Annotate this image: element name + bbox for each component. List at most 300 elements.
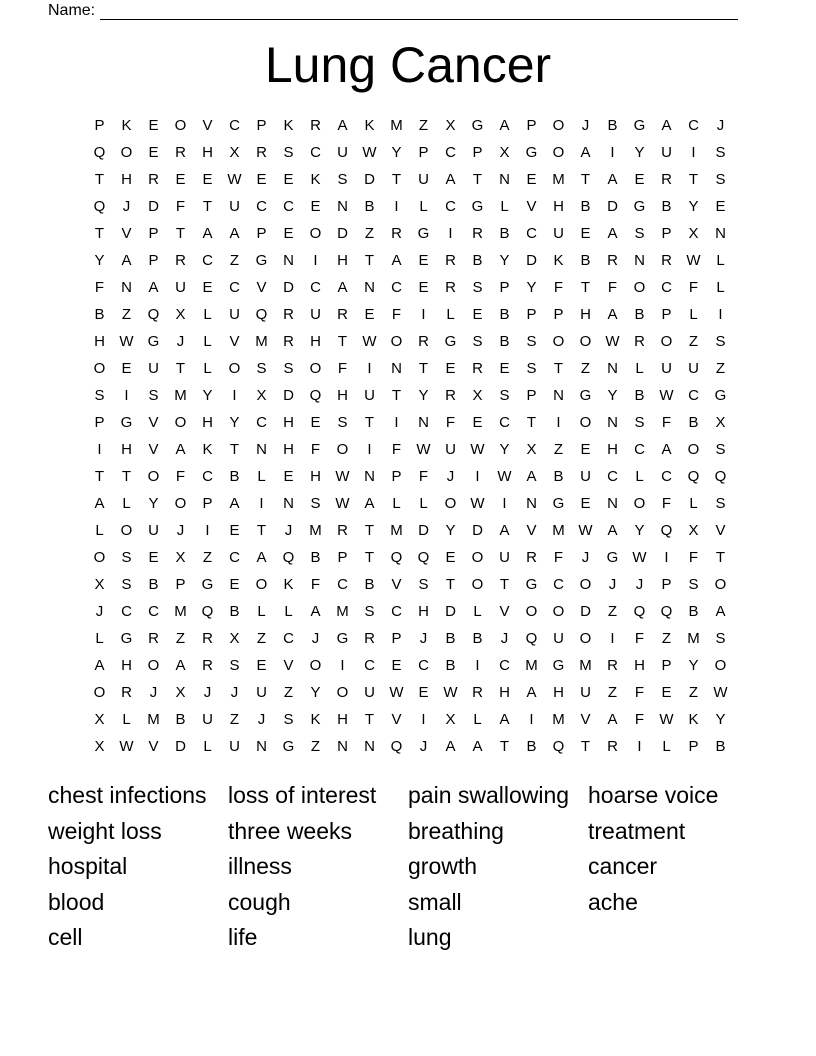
grid-letter: C: [364, 657, 375, 674]
grid-letter: A: [499, 117, 510, 134]
grid-letter: Q: [390, 738, 403, 755]
grid-letter: I: [502, 495, 507, 512]
grid-letter: U: [148, 360, 159, 377]
grid-letter: I: [124, 387, 129, 404]
grid-letter: M: [174, 603, 187, 620]
grid-letter: X: [688, 225, 699, 242]
grid-row: [86, 706, 734, 733]
grid-letter: A: [364, 495, 375, 512]
grid-letter: R: [175, 144, 186, 161]
grid-letter: J: [95, 603, 104, 620]
grid-letter: Q: [282, 549, 295, 566]
grid-letter: Y: [229, 414, 240, 431]
grid-letter: C: [310, 279, 321, 296]
grid-letter: I: [97, 441, 102, 458]
grid-letter: C: [607, 468, 618, 485]
grid-letter: R: [175, 252, 186, 269]
grid-letter: E: [202, 279, 213, 296]
grid-letter: O: [174, 117, 187, 134]
grid-letter: Z: [607, 684, 618, 701]
grid-letter: E: [418, 684, 429, 701]
page-title: Lung Cancer: [264, 37, 552, 93]
grid-letter: N: [607, 495, 618, 512]
grid-letter: R: [607, 657, 618, 674]
grid-letter: B: [472, 252, 483, 269]
grid-letter: E: [229, 576, 240, 593]
word-item: blood: [48, 888, 105, 915]
grid-letter: A: [526, 468, 537, 485]
grid-letter: A: [661, 117, 672, 134]
grid-letter: Y: [202, 387, 213, 404]
grid-letter: Y: [445, 522, 456, 539]
grid-letter: U: [499, 549, 510, 566]
grid-letter: Y: [688, 657, 699, 674]
grid-letter: Z: [283, 684, 294, 701]
grid-letter: O: [525, 603, 538, 620]
grid-letter: L: [419, 495, 428, 512]
grid-letter: R: [202, 630, 213, 647]
grid-letter: A: [445, 171, 456, 188]
grid-letter: Y: [499, 252, 510, 269]
grid-letter: Q: [714, 468, 727, 485]
grid-letter: A: [337, 117, 348, 134]
grid-letter: O: [147, 657, 160, 674]
grid-letter: G: [552, 657, 565, 674]
grid-letter: N: [715, 225, 726, 242]
grid-letter: P: [661, 306, 672, 323]
grid-letter: B: [526, 738, 537, 755]
grid-letter: Q: [255, 306, 268, 323]
grid-letter: I: [259, 495, 264, 512]
grid-letter: L: [635, 468, 644, 485]
grid-letter: I: [394, 198, 399, 215]
grid-letter: A: [607, 711, 618, 728]
grid-letter: G: [120, 414, 133, 431]
word-item: hospital: [48, 853, 128, 879]
grid-letter: W: [605, 333, 620, 350]
grid-letter: O: [174, 414, 187, 431]
grid-letter: L: [95, 522, 104, 539]
word-item: chest infections: [48, 782, 207, 808]
grid-letter: W: [443, 684, 458, 701]
grid-letter: K: [553, 252, 564, 269]
grid-letter: A: [202, 225, 213, 242]
grid-letter: U: [580, 468, 591, 485]
grid-letter: G: [579, 387, 592, 404]
grid-letter: R: [445, 252, 456, 269]
grid-row: [86, 463, 734, 490]
grid-letter: B: [499, 333, 510, 350]
grid-letter: P: [553, 306, 564, 323]
word-item: cancer: [588, 853, 658, 879]
grid-letter: Z: [580, 360, 591, 377]
grid-letter: S: [715, 495, 726, 512]
grid-letter: L: [203, 306, 212, 323]
grid-letter: S: [499, 387, 510, 404]
grid-letter: B: [229, 468, 240, 485]
grid-letter: A: [499, 522, 510, 539]
grid-letter: I: [340, 657, 345, 674]
word-item: cell: [48, 924, 83, 950]
grid-letter: T: [94, 225, 105, 242]
grid-letter: B: [634, 387, 645, 404]
grid-letter: N: [337, 198, 348, 215]
grid-letter: H: [580, 306, 591, 323]
grid-letter: X: [229, 630, 240, 647]
grid-letter: E: [283, 171, 294, 188]
grid-letter: N: [634, 252, 645, 269]
grid-letter: E: [445, 360, 456, 377]
word-item: ache: [588, 888, 638, 915]
grid-letter: T: [175, 225, 186, 242]
grid-letter: A: [229, 495, 240, 512]
grid-letter: S: [526, 360, 537, 377]
grid-letter: R: [607, 738, 618, 755]
grid-letter: V: [256, 279, 267, 296]
grid-letter: Z: [175, 630, 186, 647]
grid-letter: U: [229, 738, 240, 755]
grid-letter: O: [714, 657, 727, 674]
grid-letter: X: [688, 522, 699, 539]
word-item: cough: [228, 888, 291, 915]
grid-letter: R: [472, 225, 483, 242]
grid-letter: Z: [229, 711, 240, 728]
grid-letter: Z: [688, 333, 699, 350]
grid-letter: V: [391, 576, 402, 593]
grid-letter: S: [418, 576, 429, 593]
grid-letter: P: [202, 495, 213, 512]
grid-letter: Y: [634, 144, 645, 161]
grid-letter: A: [256, 549, 267, 566]
grid-letter: X: [445, 711, 456, 728]
grid-letter: S: [229, 657, 240, 674]
grid-letter: E: [580, 225, 591, 242]
grid-letter: N: [526, 495, 537, 512]
grid-letter: A: [175, 441, 186, 458]
grid-letter: R: [661, 171, 672, 188]
grid-letter: D: [526, 252, 537, 269]
grid-letter: D: [148, 198, 159, 215]
grid-letter: T: [364, 522, 375, 539]
grid-letter: V: [229, 333, 240, 350]
grid-letter: H: [202, 144, 213, 161]
word-item: hoarse voice: [588, 782, 719, 808]
grid-letter: Q: [633, 603, 646, 620]
grid-letter: U: [688, 360, 699, 377]
grid-letter: F: [391, 306, 402, 323]
grid-letter: B: [94, 306, 105, 323]
grid-letter: S: [715, 333, 726, 350]
grid-letter: K: [283, 576, 294, 593]
grid-letter: G: [471, 198, 484, 215]
grid-letter: M: [309, 522, 322, 539]
grid-letter: E: [148, 144, 159, 161]
grid-letter: G: [147, 333, 160, 350]
grid-letter: X: [256, 387, 267, 404]
grid-letter: B: [634, 306, 645, 323]
grid-letter: Y: [499, 441, 510, 458]
grid-letter: I: [448, 225, 453, 242]
grid-letter: J: [419, 630, 428, 647]
grid-letter: O: [552, 333, 565, 350]
grid-row: [86, 571, 734, 598]
grid-letter: T: [94, 171, 105, 188]
grid-letter: B: [445, 657, 456, 674]
grid-row: [86, 544, 734, 571]
grid-letter: B: [607, 117, 618, 134]
grid-letter: Z: [121, 306, 132, 323]
grid-letter: E: [148, 549, 159, 566]
grid-letter: E: [310, 198, 321, 215]
grid-letter: U: [661, 144, 672, 161]
grid-letter: U: [553, 225, 564, 242]
grid-letter: V: [526, 522, 537, 539]
grid-letter: E: [418, 279, 429, 296]
grid-letter: N: [607, 360, 618, 377]
grid-letter: S: [715, 144, 726, 161]
grid-letter: C: [229, 117, 240, 134]
grid-letter: U: [364, 684, 375, 701]
grid-letter: U: [661, 360, 672, 377]
grid-row: [86, 382, 734, 409]
grid-letter: I: [718, 306, 723, 323]
grid-letter: C: [229, 549, 240, 566]
grid-letter: R: [445, 387, 456, 404]
grid-letter: L: [203, 333, 212, 350]
grid-letter: F: [634, 711, 645, 728]
grid-letter: L: [500, 198, 509, 215]
grid-letter: R: [202, 657, 213, 674]
grid-letter: R: [148, 171, 159, 188]
grid-letter: Y: [310, 684, 321, 701]
grid-letter: C: [202, 252, 213, 269]
grid-letter: R: [526, 549, 537, 566]
grid-letter: W: [362, 144, 377, 161]
grid-letter: T: [202, 198, 213, 215]
grid-letter: S: [634, 414, 645, 431]
grid-letter: C: [499, 657, 510, 674]
grid-letter: O: [309, 657, 322, 674]
grid-letter: R: [661, 252, 672, 269]
grid-letter: A: [661, 441, 672, 458]
grid-letter: H: [634, 657, 645, 674]
grid-letter: S: [688, 576, 699, 593]
grid-letter: C: [148, 603, 159, 620]
grid-row: [86, 652, 734, 679]
grid-letter: W: [119, 333, 134, 350]
grid-letter: Q: [309, 387, 322, 404]
grid-letter: O: [471, 576, 484, 593]
grid-letter: E: [661, 684, 672, 701]
grid-letter: M: [525, 657, 538, 674]
word-item: small: [408, 888, 462, 915]
grid-letter: B: [310, 549, 321, 566]
grid-letter: O: [147, 468, 160, 485]
grid-letter: K: [364, 117, 375, 134]
grid-letter: O: [309, 225, 322, 242]
grid-letter: H: [310, 333, 321, 350]
grid-letter: C: [661, 279, 672, 296]
grid-row: [86, 490, 734, 517]
grid-row: [86, 733, 734, 760]
grid-letter: L: [284, 603, 293, 620]
grid-letter: C: [229, 279, 240, 296]
grid-letter: Y: [418, 387, 429, 404]
grid-letter: A: [499, 711, 510, 728]
grid-letter: L: [419, 198, 428, 215]
grid-letter: M: [174, 387, 187, 404]
letter-grid: [86, 112, 734, 760]
grid-letter: J: [122, 198, 131, 215]
word-item: breathing: [408, 817, 504, 844]
grid-letter: M: [147, 711, 160, 728]
grid-letter: O: [579, 630, 592, 647]
name-field: [48, 0, 748, 20]
grid-letter: R: [607, 252, 618, 269]
grid-letter: A: [94, 495, 105, 512]
grid-letter: T: [94, 468, 105, 485]
grid-letter: P: [256, 117, 267, 134]
grid-letter: G: [282, 738, 295, 755]
grid-letter: P: [661, 225, 672, 242]
grid-letter: Y: [526, 279, 537, 296]
grid-letter: V: [526, 198, 537, 215]
grid-letter: O: [579, 576, 592, 593]
grid-letter: Z: [418, 117, 429, 134]
grid-letter: T: [256, 522, 267, 539]
grid-letter: S: [310, 495, 321, 512]
grid-letter: I: [394, 414, 399, 431]
grid-letter: O: [660, 333, 673, 350]
grid-letter: M: [687, 630, 700, 647]
grid-letter: M: [390, 522, 403, 539]
grid-letter: Z: [310, 738, 321, 755]
grid-letter: S: [94, 387, 105, 404]
grid-letter: U: [553, 630, 564, 647]
grid-letter: P: [256, 225, 267, 242]
grid-letter: O: [552, 603, 565, 620]
grid-letter: C: [688, 117, 699, 134]
grid-letter: I: [421, 711, 426, 728]
grid-letter: P: [94, 414, 105, 431]
grid-row: [86, 436, 734, 463]
grid-letter: O: [390, 333, 403, 350]
grid-letter: G: [444, 333, 457, 350]
grid-letter: H: [607, 441, 618, 458]
grid-letter: U: [445, 441, 456, 458]
grid-letter: C: [445, 144, 456, 161]
grid-letter: T: [391, 171, 402, 188]
grid-letter: O: [174, 495, 187, 512]
grid-letter: H: [202, 414, 213, 431]
grid-letter: V: [148, 414, 159, 431]
grid-letter: E: [580, 495, 591, 512]
grid-letter: O: [93, 360, 106, 377]
grid-letter: D: [580, 603, 591, 620]
grid-row: [86, 625, 734, 652]
grid-letter: T: [472, 171, 483, 188]
grid-letter: E: [229, 522, 240, 539]
grid-letter: P: [526, 387, 537, 404]
grid-letter: X: [94, 738, 105, 755]
grid-letter: G: [714, 387, 727, 404]
grid-letter: A: [175, 657, 186, 674]
grid-row: [86, 301, 734, 328]
grid-letter: F: [688, 549, 699, 566]
grid-letter: L: [716, 279, 725, 296]
grid-letter: C: [256, 198, 267, 215]
grid-letter: F: [310, 576, 321, 593]
grid-letter: P: [526, 306, 537, 323]
grid-letter: B: [661, 198, 672, 215]
grid-letter: D: [337, 225, 348, 242]
grid-letter: J: [230, 684, 239, 701]
grid-letter: X: [94, 711, 105, 728]
grid-letter: W: [470, 495, 485, 512]
grid-letter: X: [175, 549, 186, 566]
grid-letter: S: [472, 279, 483, 296]
grid-letter: V: [202, 117, 213, 134]
grid-letter: E: [256, 657, 267, 674]
grid-letter: I: [664, 549, 669, 566]
grid-letter: O: [633, 279, 646, 296]
grid-letter: Y: [607, 387, 618, 404]
grid-letter: P: [391, 630, 402, 647]
grid-letter: A: [607, 522, 618, 539]
grid-letter: P: [661, 657, 672, 674]
grid-letter: U: [310, 306, 321, 323]
grid-letter: R: [634, 333, 645, 350]
grid-letter: F: [607, 279, 618, 296]
grid-letter: N: [418, 414, 429, 431]
grid-letter: B: [175, 711, 186, 728]
grid-letter: W: [497, 468, 512, 485]
word-list: [48, 779, 768, 957]
grid-letter: N: [256, 441, 267, 458]
grid-letter: B: [580, 252, 591, 269]
grid-letter: X: [499, 144, 510, 161]
grid-letter: E: [499, 360, 510, 377]
grid-letter: H: [337, 711, 348, 728]
grid-letter: F: [175, 468, 186, 485]
grid-letter: A: [148, 279, 159, 296]
grid-letter: Q: [93, 144, 106, 161]
grid-letter: N: [364, 738, 375, 755]
grid-row: [86, 679, 734, 706]
grid-letter: P: [499, 279, 510, 296]
grid-letter: C: [418, 657, 429, 674]
grid-letter: T: [364, 252, 375, 269]
grid-letter: T: [499, 576, 510, 593]
grid-letter: R: [364, 630, 375, 647]
grid-letter: W: [686, 252, 701, 269]
grid-letter: N: [364, 279, 375, 296]
grid-letter: N: [256, 738, 267, 755]
grid-letter: A: [310, 603, 321, 620]
grid-letter: T: [121, 468, 132, 485]
grid-letter: J: [149, 684, 158, 701]
word-item: loss of interest: [228, 782, 377, 808]
grid-letter: V: [121, 225, 132, 242]
grid-letter: O: [579, 333, 592, 350]
grid-letter: T: [364, 711, 375, 728]
grid-letter: W: [227, 171, 242, 188]
grid-letter: R: [472, 360, 483, 377]
grid-letter: G: [336, 630, 349, 647]
grid-letter: W: [416, 441, 431, 458]
grid-letter: X: [472, 387, 483, 404]
grid-letter: E: [175, 171, 186, 188]
